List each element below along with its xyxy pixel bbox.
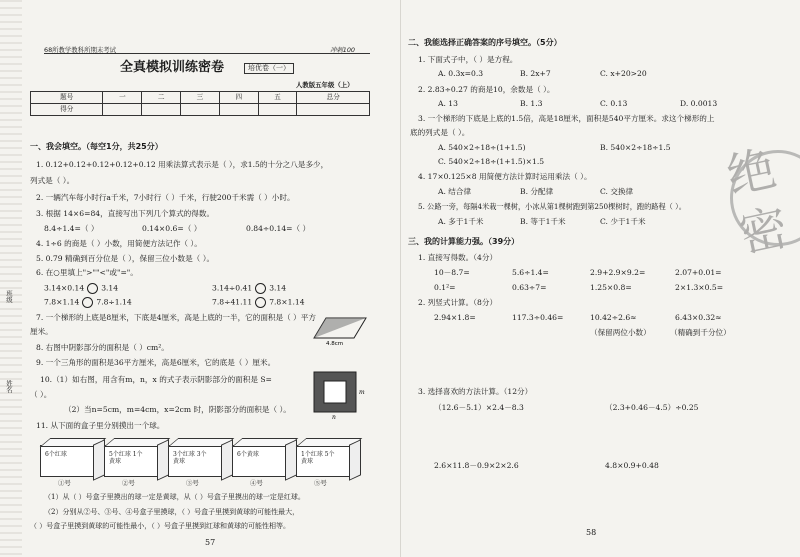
calc-item: 117.3÷0.46=	[512, 313, 564, 322]
calc-item: 6.43×0.32≈	[675, 313, 722, 322]
calc-item: 5.6÷1.4=	[512, 268, 549, 277]
ball-box	[40, 445, 96, 477]
score-cell: 四	[219, 92, 258, 104]
calc-item: 2.9+2.9×9.2=	[590, 268, 646, 277]
score-cell	[142, 104, 181, 116]
ball-box	[232, 445, 288, 477]
compare-circle[interactable]	[87, 283, 98, 294]
choice-option: A. 13	[438, 99, 458, 108]
margin-label-class: 班级	[5, 290, 13, 303]
box-contents: 6个黄球	[237, 451, 259, 458]
score-cell: 五	[258, 92, 297, 104]
choice-option: B. 分配律	[520, 187, 554, 196]
choice-option: A. 540×2÷18÷(1+1.5)	[438, 143, 526, 152]
question-11-part1: （1）从（ ）号盒子里摸出的球一定是黄球，从（ ）号盒子里摸出的球一定是红球。	[44, 493, 305, 501]
choice-option: B. 2x+7	[520, 69, 551, 78]
question-3: 3. 根据 14×6=84，直接写出下列几个算式的得数。	[36, 209, 215, 218]
calc-item: 0.63÷7=	[512, 283, 547, 292]
question-7-cont: 厘米。	[30, 327, 53, 336]
calc-item: 0.1²=	[434, 283, 456, 292]
compare-left: 3.14÷0.41	[212, 283, 253, 293]
choice-option: C. 540×2÷18÷(1+1.5)×1.5	[438, 157, 545, 166]
question-5: 5. 0.79 精确到百分位是（ ），保留三位小数是（ ）。	[36, 254, 215, 263]
question-10-cont: （ ）。	[30, 390, 52, 399]
page-number: 57	[205, 538, 216, 547]
score-cell: 二	[142, 92, 181, 104]
compare-left: 7.8×1.14	[44, 297, 80, 307]
question-3c: 0.84÷0.14=（ ）	[246, 224, 311, 233]
box-contents: 6个红球	[45, 451, 67, 458]
choice-option: C. 0.13	[600, 99, 628, 108]
score-cell: 题号	[31, 92, 103, 104]
choice-option: A. 0.3x=0.3	[438, 69, 484, 78]
question-8: 8. 右图中阴影部分的面积是（ ）cm²。	[36, 343, 169, 352]
question-6: 6. 在○里填上">""<"或"="。	[36, 268, 138, 277]
question-9: 9. 一个三角形的面积是36平方厘米，高是6厘米，它的底是（ ）厘米。	[36, 358, 276, 367]
box-contents: 5个红球 1个黄球	[109, 451, 143, 465]
score-cell: 总分	[297, 92, 370, 104]
choice-2: 2. 2.83÷0.27 的商是10，余数是（ ）。	[418, 85, 555, 94]
question-1-cont: 列式是（ ）。	[30, 176, 75, 185]
question-10: 10.（1）如右图，用含有m，n，x 的式子表示阴影部分的面积是 S=	[40, 375, 272, 384]
box-label: ①号	[58, 479, 71, 487]
choice-option: A. 多于1千米	[438, 217, 484, 226]
calc-item: 2.6×11.8－0.9×2×2.6	[434, 461, 519, 470]
title-badge: 培优卷（一）	[244, 63, 294, 74]
ball-box	[104, 445, 160, 477]
box-label: ③号	[186, 479, 199, 487]
binding-margin	[0, 0, 22, 557]
confidential-stamp	[721, 140, 800, 265]
box-label: ④号	[250, 479, 263, 487]
score-cell	[181, 104, 220, 116]
compare-item	[212, 297, 305, 308]
section1-heading: 一、我会填空。（每空1分，共25分）	[30, 142, 163, 151]
score-cell	[103, 104, 142, 116]
compare-item	[212, 283, 286, 294]
calc-item: 4.8×0.9+0.48	[605, 461, 659, 470]
score-cell: 一	[103, 92, 142, 104]
choice-option: B. 1.3	[520, 99, 543, 108]
choice-option: C. x+20>20	[600, 69, 647, 78]
compare-right: 3.14	[101, 283, 119, 293]
stamp-text: 绝密	[721, 140, 794, 265]
shaded-triangle	[314, 318, 366, 338]
margin-label-name: 姓名	[5, 380, 13, 393]
question-11: 11. 从下面的盒子里分别摸出一个球。	[36, 421, 165, 430]
calc-item: （12.6－5.1）×2.4－8.3	[434, 403, 524, 412]
header-left: 68所教学教科所期末考试	[44, 46, 117, 54]
header-rule	[44, 53, 370, 54]
score-table-header-row	[31, 92, 370, 104]
fig7-label: 4.8cm	[326, 341, 344, 346]
page-number: 58	[586, 528, 597, 537]
compare-left: 3.14×0.14	[44, 283, 85, 293]
compare-circle[interactable]	[82, 297, 93, 308]
inner-square	[324, 381, 346, 403]
choice-3-cont: 底的列式是（ ）。	[410, 128, 470, 137]
compare-item	[44, 297, 132, 308]
calc-item: 2×1.3×0.5=	[675, 283, 724, 292]
calc-item: 1.25×0.8=	[590, 283, 632, 292]
calc-item: 2.94×1.8=	[434, 313, 476, 322]
question-4: 4. 1÷6 的商是（ ）小数，用简便方法记作（ ）。	[36, 239, 202, 248]
calc-item: 2.07+0.01=	[675, 268, 722, 277]
question-7: 7. 一个梯形的上底是8厘米，下底是4厘米，高是上底的一半，它的面积是（ ）平方	[36, 313, 316, 322]
compare-circle[interactable]	[255, 283, 266, 294]
calc-note: （精确到千分位）	[670, 328, 731, 337]
score-cell	[219, 104, 258, 116]
calc-2-heading: 2. 列竖式计算。（8分）	[418, 298, 498, 307]
choice-option: A. 结合律	[438, 187, 472, 196]
question-1: 1. 0.12+0.12+0.12+0.12+0.12 用乘法算式表示是（ ），求1.5的十分之八是多少，	[36, 160, 329, 169]
score-cell	[297, 104, 370, 116]
calc-item: （2.3+0.46－4.5）÷0.25	[605, 403, 699, 412]
compare-item	[44, 283, 118, 294]
question-2: 2. 一辆汽车每小时行a千米，7小时行（ ）千米，行驶200千米需（ ）小时。	[36, 193, 295, 202]
calc-3-heading: 3. 选择喜欢的方法计算。（12分）	[418, 387, 533, 396]
choice-option: D. 0.0013	[680, 99, 718, 108]
fig10-m-label: m	[359, 389, 365, 396]
choice-3: 3. 一个梯形的下底是上底的1.5倍，高是18厘米，面积是540平方厘米。求这个梯形的上	[418, 114, 715, 123]
question-3a: 8.4÷1.4=（ ）	[44, 224, 99, 233]
section2-heading: 二、我能选择正确答案的序号填空。（5分）	[408, 38, 562, 47]
ball-box	[296, 445, 352, 477]
compare-right: 7.8÷1.14	[96, 297, 132, 307]
choice-4: 4. 17×0.125×8 用简便方法计算时运用乘法（ ）。	[418, 172, 592, 181]
box-side	[349, 439, 361, 481]
score-cell: 三	[181, 92, 220, 104]
box-contents: 3个红球 3个黄球	[173, 451, 207, 465]
section3-heading: 三、我的计算能力强。（39分）	[408, 237, 520, 246]
compare-right: 3.14	[269, 283, 287, 293]
choice-option: B. 540×2÷18÷1.5	[600, 143, 671, 152]
choice-1: 1. 下面式子中，（ ）是方程。	[418, 55, 518, 64]
figure-parallelogram	[312, 316, 368, 346]
compare-left: 7.8÷41.11	[212, 297, 253, 307]
ball-box	[168, 445, 224, 477]
question-11-part2-cont: （ ）号盒子里摸到黄球的可能性最小，（ ）号盒子里摸到红球和黄球的可能性相等。	[30, 522, 290, 530]
page-title: 全真模拟训练密卷	[120, 60, 225, 75]
choice-option: C. 交换律	[600, 187, 634, 196]
score-table-score-row	[31, 104, 370, 116]
question-10-part2: （2）当n=5cm，m=4cm，x=2cm 时，阴影部分的面积是（ ）。	[64, 405, 291, 414]
question-11-part2: （2）分别从②号、③号、④号盒子里摸球，（ ）号盒子里摸到黄球的可能性最大，	[44, 508, 300, 516]
score-cell	[258, 104, 297, 116]
choice-option: B. 等于1千米	[520, 217, 566, 226]
box-label: ⑤号	[314, 479, 327, 487]
score-cell: 得分	[31, 104, 103, 116]
box-label: ②号	[122, 479, 135, 487]
edition-label: 人教版五年级（上）	[296, 81, 354, 89]
choice-5: 5. 公路一旁，每隔4米栽一棵树，小冰从第1棵树跑到第250棵树时，跑的路程（ ）。	[418, 202, 686, 211]
box-contents: 1个红球 5个黄球	[301, 451, 335, 465]
compare-circle[interactable]	[255, 297, 266, 308]
calc-note: （保留两位小数）	[590, 328, 651, 337]
right-page	[400, 0, 800, 557]
header-right: 冲刺100	[330, 46, 355, 54]
score-table	[30, 91, 370, 116]
question-3b: 0.14×0.6=（ ）	[142, 224, 202, 233]
calc-1-heading: 1. 直接写得数。（4分）	[418, 253, 498, 262]
choice-option: C. 少于1千米	[600, 217, 646, 226]
calc-item: 10.42÷2.6≈	[590, 313, 637, 322]
compare-right: 7.8×1.14	[269, 297, 305, 307]
calc-item: 10－8.7=	[434, 268, 470, 277]
figure-square-frame	[312, 370, 368, 420]
fig10-n-label: n	[332, 414, 336, 420]
